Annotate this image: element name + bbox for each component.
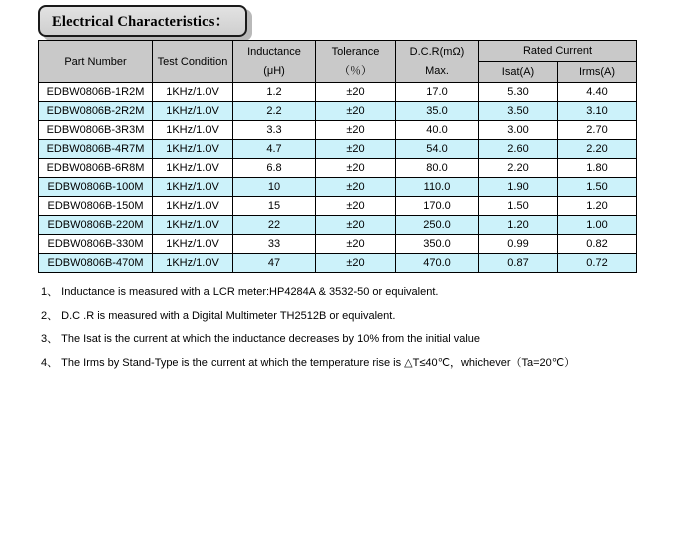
col-header-test-condition: Test Condition: [153, 41, 233, 83]
cell-irms: 2.70: [558, 121, 637, 140]
table-row: [39, 102, 637, 121]
cell-dcr-max: 54.0: [396, 140, 479, 159]
table-row: [39, 178, 637, 197]
cell-dcr-max: 170.0: [396, 197, 479, 216]
page-title: Electrical Characteristics：: [38, 5, 247, 37]
cell-inductance: 3.3: [233, 121, 316, 140]
cell-test-condition: 1KHz/1.0V: [153, 140, 233, 159]
cell-part-number: EDBW0806B-3R3M: [39, 121, 153, 140]
col-header-inductance-label: Inductance: [247, 45, 301, 58]
col-header-dcr-sub: Max.: [425, 64, 449, 77]
cell-irms: 1.20: [558, 197, 637, 216]
cell-test-condition: 1KHz/1.0V: [153, 254, 233, 273]
cell-part-number: EDBW0806B-6R8M: [39, 159, 153, 178]
cell-inductance: 15: [233, 197, 316, 216]
table-row: [39, 83, 637, 102]
cell-part-number: EDBW0806B-220M: [39, 216, 153, 235]
cell-irms: 0.72: [558, 254, 637, 273]
cell-isat: 3.50: [479, 102, 558, 121]
col-header-part-number: Part Number: [39, 41, 153, 83]
cell-dcr-max: 470.0: [396, 254, 479, 273]
note-1: 1、 Inductance is measured with a LCR meter:HP4284A & 3532-50 or equivalent.: [41, 286, 439, 298]
cell-irms: 1.00: [558, 216, 637, 235]
cell-isat: 1.20: [479, 216, 558, 235]
cell-test-condition: 1KHz/1.0V: [153, 235, 233, 254]
col-header-dcr-label: D.C.R(mΩ): [409, 45, 465, 58]
table-row: [39, 254, 637, 273]
cell-tolerance: ±20: [316, 254, 396, 273]
cell-part-number: EDBW0806B-470M: [39, 254, 153, 273]
cell-irms: 3.10: [558, 102, 637, 121]
cell-isat: 2.60: [479, 140, 558, 159]
cell-part-number: EDBW0806B-4R7M: [39, 140, 153, 159]
cell-part-number: EDBW0806B-1R2M: [39, 83, 153, 102]
cell-inductance: 6.8: [233, 159, 316, 178]
cell-part-number: EDBW0806B-2R2M: [39, 102, 153, 121]
table-row: [39, 197, 637, 216]
col-header-tolerance-label: Tolerance: [331, 45, 380, 58]
table-header: [39, 41, 637, 83]
cell-isat: 2.20: [479, 159, 558, 178]
note-3: 3、 The Isat is the current at which the inductance decreases by 10% from the initial value: [41, 333, 481, 345]
cell-part-number: EDBW0806B-150M: [39, 197, 153, 216]
cell-test-condition: 1KHz/1.0V: [153, 102, 233, 121]
electrical-characteristics-table: [38, 40, 637, 273]
table-row: [39, 216, 637, 235]
cell-tolerance: ±20: [316, 83, 396, 102]
cell-test-condition: 1KHz/1.0V: [153, 83, 233, 102]
col-header-inductance: [233, 41, 316, 83]
cell-inductance: 47: [233, 254, 316, 273]
cell-isat: 1.90: [479, 178, 558, 197]
notes-list: [41, 283, 575, 377]
cell-tolerance: ±20: [316, 235, 396, 254]
cell-test-condition: 1KHz/1.0V: [153, 197, 233, 216]
table-row: [39, 140, 637, 159]
cell-part-number: EDBW0806B-100M: [39, 178, 153, 197]
cell-dcr-max: 350.0: [396, 235, 479, 254]
cell-tolerance: ±20: [316, 216, 396, 235]
cell-irms: 0.82: [558, 235, 637, 254]
cell-tolerance: ±20: [316, 197, 396, 216]
col-header-tolerance-unit: （％）: [339, 64, 372, 77]
cell-dcr-max: 110.0: [396, 178, 479, 197]
cell-tolerance: ±20: [316, 178, 396, 197]
cell-inductance: 22: [233, 216, 316, 235]
cell-inductance: 10: [233, 178, 316, 197]
cell-isat: 0.99: [479, 235, 558, 254]
table-row: [39, 159, 637, 178]
cell-isat: 3.00: [479, 121, 558, 140]
table-row: [39, 235, 637, 254]
cell-tolerance: ±20: [316, 121, 396, 140]
note-4: 4、 The Irms by Stand-Type is the current at which the temperature rise is △T≤40℃，whichever（Ta=20℃）: [41, 356, 576, 369]
cell-irms: 1.50: [558, 178, 637, 197]
cell-isat: 5.30: [479, 83, 558, 102]
cell-inductance: 4.7: [233, 140, 316, 159]
cell-dcr-max: 17.0: [396, 83, 479, 102]
cell-dcr-max: 35.0: [396, 102, 479, 121]
cell-dcr-max: 40.0: [396, 121, 479, 140]
col-header-isat: Isat(A): [479, 62, 558, 83]
cell-inductance: 33: [233, 235, 316, 254]
cell-dcr-max: 250.0: [396, 216, 479, 235]
cell-isat: 1.50: [479, 197, 558, 216]
cell-inductance: 1.2: [233, 83, 316, 102]
cell-tolerance: ±20: [316, 102, 396, 121]
col-header-rated-current: Rated Current: [479, 41, 637, 62]
cell-dcr-max: 80.0: [396, 159, 479, 178]
table-body: [39, 83, 637, 273]
note-2: 2、 D.C .R is measured with a Digital Multimeter TH2512B or equivalent.: [41, 309, 396, 322]
cell-part-number: EDBW0806B-330M: [39, 235, 153, 254]
col-header-inductance-unit: (μH): [263, 64, 285, 77]
cell-irms: 1.80: [558, 159, 637, 178]
cell-tolerance: ±20: [316, 159, 396, 178]
cell-inductance: 2.2: [233, 102, 316, 121]
cell-test-condition: 1KHz/1.0V: [153, 178, 233, 197]
cell-irms: 4.40: [558, 83, 637, 102]
col-header-dcr: [396, 41, 479, 83]
col-header-tolerance: [316, 41, 396, 83]
cell-test-condition: 1KHz/1.0V: [153, 121, 233, 140]
table-row: [39, 121, 637, 140]
cell-irms: 2.20: [558, 140, 637, 159]
cell-test-condition: 1KHz/1.0V: [153, 216, 233, 235]
cell-tolerance: ±20: [316, 140, 396, 159]
col-header-irms: Irms(A): [558, 62, 637, 83]
cell-isat: 0.87: [479, 254, 558, 273]
cell-test-condition: 1KHz/1.0V: [153, 159, 233, 178]
